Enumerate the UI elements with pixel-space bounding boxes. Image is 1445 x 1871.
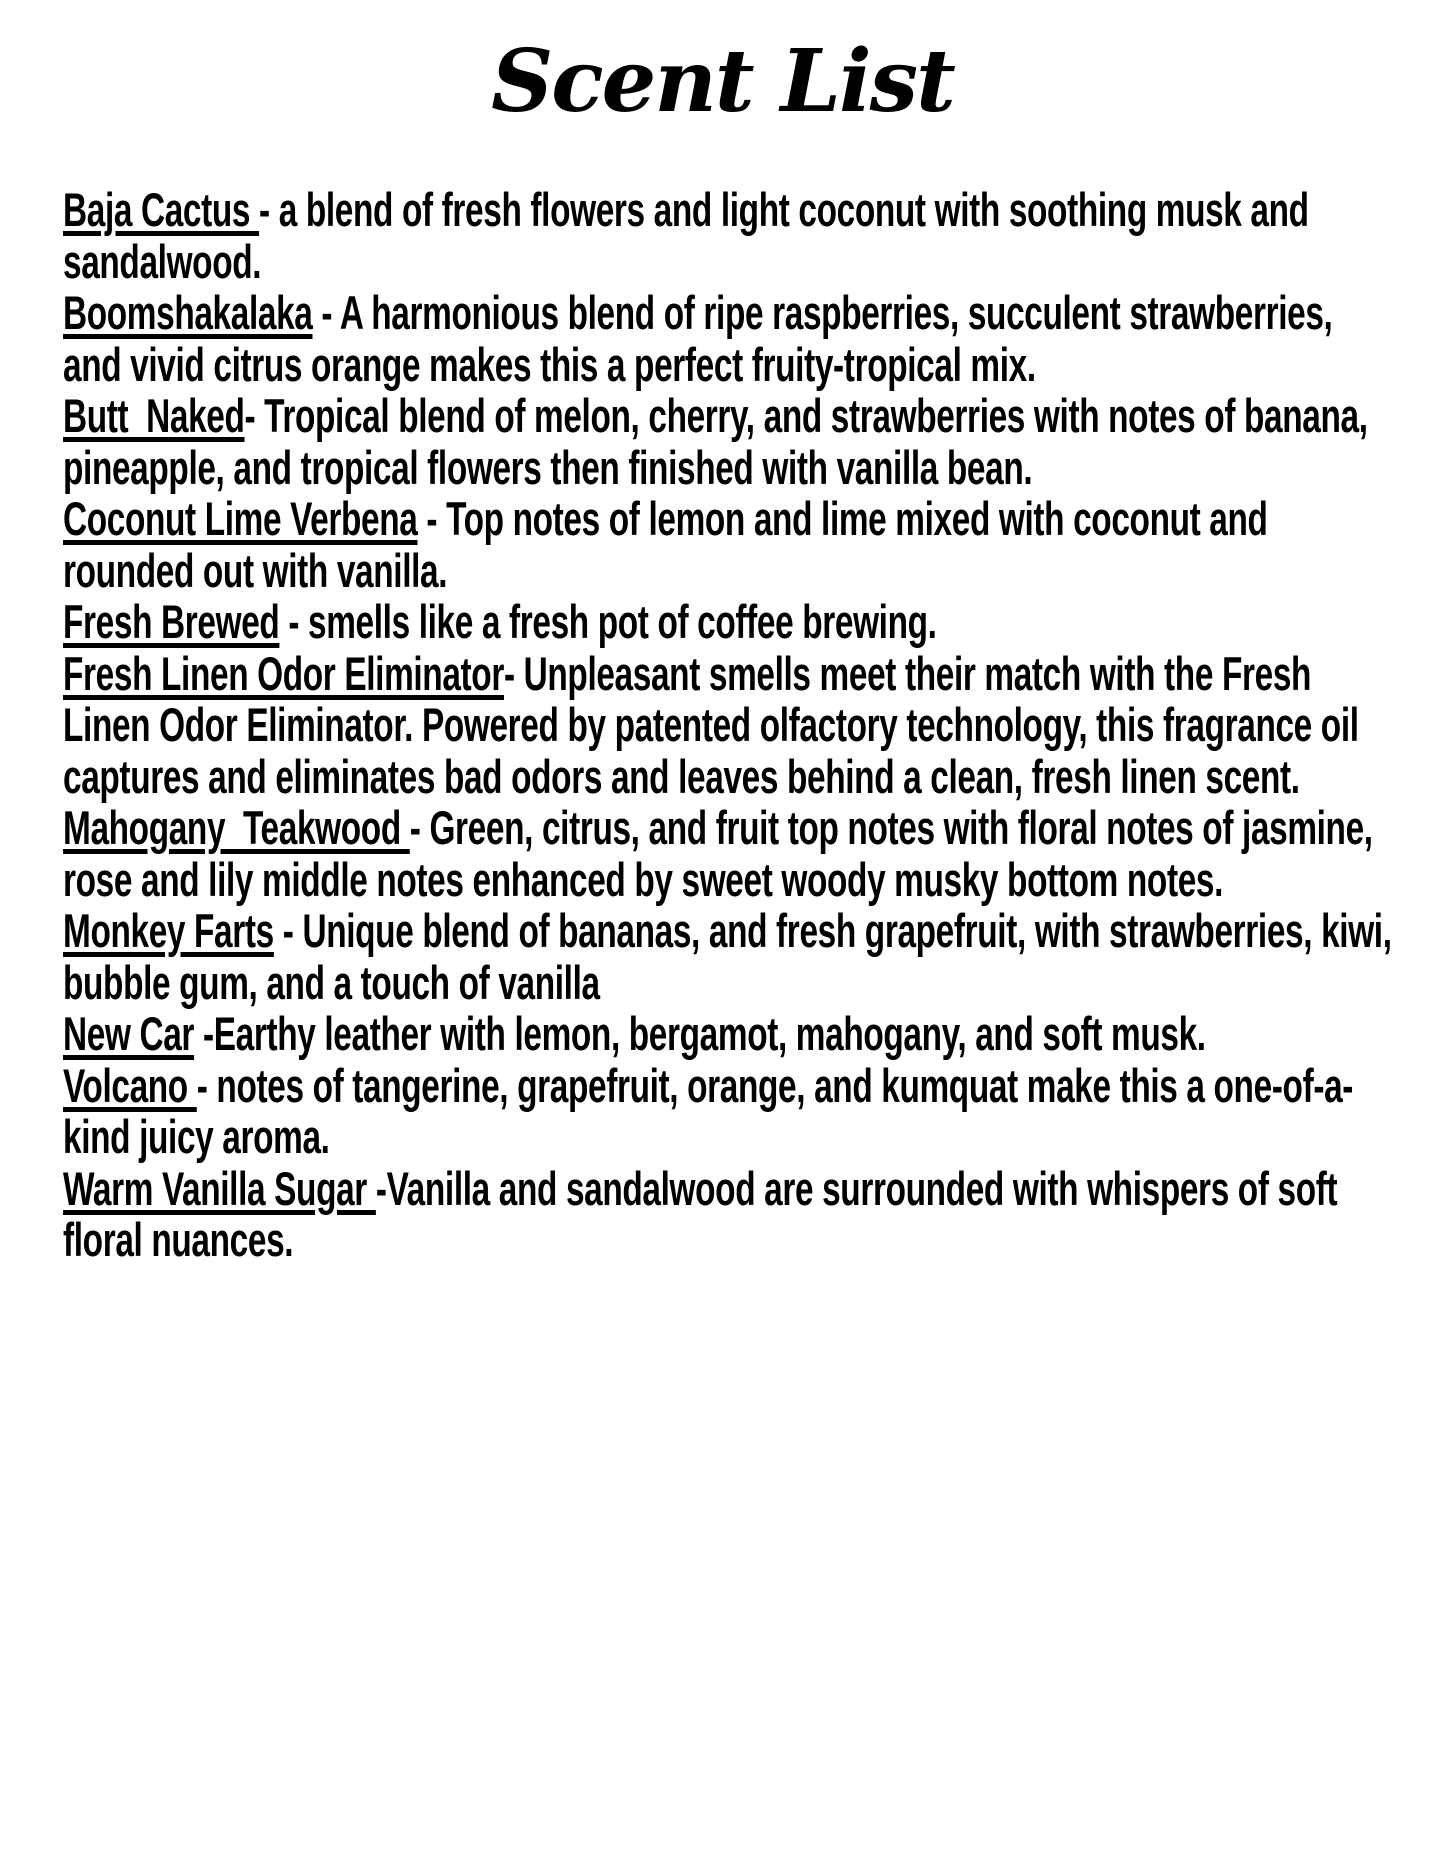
scent-name: Monkey Farts: [63, 904, 274, 957]
scent-name: Butt Naked: [63, 389, 245, 442]
scent-description: - a blend of fresh flowers and light coconut with soothing musk and sandalwood.: [63, 183, 1318, 288]
scent-item: [63, 596, 1392, 648]
scent-item: [63, 802, 1392, 905]
scent-item: [63, 390, 1392, 493]
scent-name: Mahogany Teakwood: [63, 801, 410, 854]
page-title: Scent List: [491, 31, 954, 132]
scent-item: [63, 493, 1392, 596]
scent-name: New Car: [63, 1007, 195, 1060]
scent-name: Fresh Brewed: [63, 595, 280, 648]
scent-name: Warm Vanilla Sugar: [63, 1161, 376, 1215]
scent-item: [63, 1163, 1392, 1266]
scent-description: - Tropical blend of melon, cherry, and strawberries with notes of banana, pineapple, and tropical flowers then finished with vanilla bean.: [63, 389, 1377, 494]
scent-description: - A harmonious blend of ripe raspberries, succulent strawberries, and vivid citrus orange makes this a perfect fruity-tropical mix.: [63, 286, 1342, 391]
scent-name: Boomshakalaka: [63, 286, 313, 339]
scent-item: [63, 904, 1401, 1009]
scent-description: - notes of tangerine, grapefruit, orange, and kumquat make this a one-of-a-kind juicy aroma.: [63, 1058, 1354, 1163]
scent-description: - smells like a fresh pot of coffee brewing.: [279, 595, 937, 648]
scent-list: [63, 183, 1401, 1266]
scent-name: Fresh Linen Odor Eliminator: [63, 646, 504, 700]
scent-description: - Top notes of lemon and lime mixed with coconut and rounded out with vanilla.: [63, 492, 1277, 597]
scent-name: Coconut Lime Verbena: [63, 492, 418, 545]
scent-name: Volcano: [63, 1058, 197, 1112]
scent-description: -Earthy leather with lemon, bergamot, mahogany, and soft musk.: [194, 1007, 1206, 1060]
scent-item: [63, 184, 1392, 287]
scent-description: - Green, citrus, and fruit top notes with floral notes of jasmine, rose and lily middle notes enhanced by sweet woody musky bottom notes.: [63, 801, 1382, 906]
scent-item: [63, 1060, 1392, 1163]
scent-item: [63, 1008, 1392, 1060]
scent-description: - Unique blend of bananas, and fresh grapefruit, with strawberries, kiwi, bubble gum, and a touch of vanilla: [63, 904, 1401, 1009]
scent-description: -Vanilla and sandalwood are surrounded with whispers of soft floral nuances.: [63, 1161, 1347, 1266]
scent-description: - Unpleasant smells meet their match with the Fresh Linen Odor Eliminator. Powered by patented olfactory technology, this fragrance oil captures and eliminates bad odors and leaves behind a clean, fresh linen scent.: [63, 646, 1368, 803]
scent-item: [63, 648, 1392, 803]
scent-name: Baja Cactus: [63, 183, 260, 236]
scent-item: [63, 287, 1392, 390]
